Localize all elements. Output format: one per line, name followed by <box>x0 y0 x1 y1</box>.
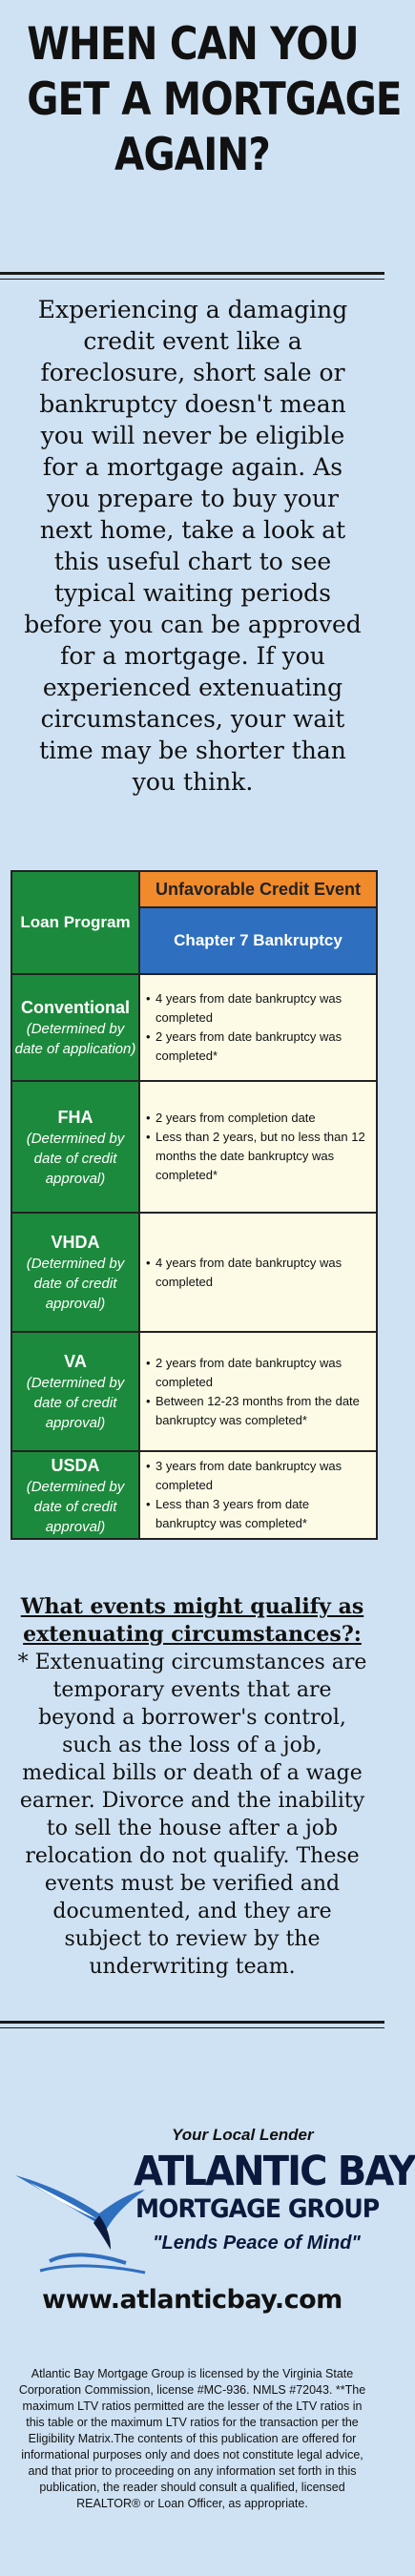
title-line-2: GET A MORTGAGE <box>27 73 402 126</box>
list-item: • 4 years from date bankruptcy was completed <box>146 1255 342 1289</box>
list-item: • 3 years from date bankruptcy was completed <box>146 1459 342 1492</box>
logo-brand-sub: MORTGAGE GROUP <box>135 2194 380 2224</box>
list-item: • Less than 3 years from date bankruptcy was completed* <box>146 1497 310 1530</box>
extenuating-question: What events might qualify as extenuating circumstances?: <box>20 1594 364 1647</box>
waiting-period-table <box>10 870 378 1540</box>
table-row <box>12 1450 376 1538</box>
logo-tagline: Your Local Lender <box>172 2126 314 2144</box>
loan-program-determination: (Determined by date of credit approval) <box>26 1375 125 1431</box>
list-item: • Less than 2 years, but no less than 12 months the date bankruptcy was completed* <box>146 1130 365 1182</box>
loan-program-name: VA <box>64 1352 87 1371</box>
logo-motto: "Lends Peace of Mind" <box>153 2233 361 2254</box>
col-header-loan-program: Loan Program <box>12 872 140 973</box>
table-row <box>12 1212 376 1331</box>
list-item: • 2 years from date bankruptcy was completed* <box>146 1029 342 1063</box>
list-item: • Between 12-23 months from the date bankruptcy was completed* <box>146 1393 360 1427</box>
page-title <box>27 17 402 183</box>
website-link[interactable]: www.atlanticbay.com <box>42 2285 342 2315</box>
extenuating-body: * Extenuating circumstances are temporary events that are beyond a borrower's control, such as the loss of a job, medical bills or death of a wage earner. Divorce and the inability to sell the house after a job relocation do not qualify. These events must be verified and documented, and they are subject to review by the underwriting team. <box>17 1651 367 1979</box>
title-line-1: WHEN CAN YOU <box>27 18 359 71</box>
loan-program-determination: (Determined by date of credit approval) <box>26 1256 125 1312</box>
table-header <box>12 872 376 973</box>
col-header-chapter7: Chapter 7 Bankruptcy <box>140 908 376 973</box>
loan-program-determination: (Determined by date of credit approval) <box>26 1478 125 1535</box>
loan-program-name: VHDA <box>51 1233 100 1252</box>
disclaimer: Atlantic Bay Mortgage Group is licensed by the Virginia State Corporation Commission, license #MC-936. NMLS #72043. **The maximum LTV ratios permitted are the lesser of the LTV ratios in this table or the maximum LTV ratios for the transaction per the Eligibility Matrix.The contents of this publication are offered for informational purposes only and does not constitute legal advice, and that prior to proceeding on any information set forth in this publication, the reader should consult a qualified, licensed REALTOR® or Loan Officer, as appropriate. <box>18 2367 366 2510</box>
loan-program-determination: (Determined by date of credit approval) <box>26 1130 125 1187</box>
divider <box>0 2021 384 2028</box>
table-row <box>12 973 376 1080</box>
divider <box>0 272 384 280</box>
loan-program-name: USDA <box>51 1455 100 1475</box>
list-item: • 4 years from date bankruptcy was completed <box>146 991 342 1025</box>
intro-paragraph: Experiencing a damaging credit event like a foreclosure, short sale or bankruptcy doesn't mean you will never be eligible for a mortgage again. As you prepare to buy your next home, take a look at this useful chart to see typical waiting periods before you can be approved for a mortgage. If you experienced extenuating circumstances, your wait time may be shorter than you think. <box>24 296 362 796</box>
logo-brand: ATLANTIC BAY <box>134 2148 415 2195</box>
list-item: • 2 years from date bankruptcy was completed <box>146 1355 342 1389</box>
table-row <box>12 1080 376 1212</box>
loan-program-determination: (Determined by date of application) <box>14 1021 136 1057</box>
list-item: • 2 years from completion date <box>146 1111 316 1125</box>
loan-program-name: FHA <box>57 1107 93 1127</box>
loan-program-name: Conventional <box>20 998 130 1017</box>
extenuating-section <box>17 1593 367 1981</box>
title-line-3: AGAIN? <box>114 129 270 181</box>
table-row <box>12 1331 376 1450</box>
col-header-credit-event: Unfavorable Credit Event <box>140 872 376 908</box>
